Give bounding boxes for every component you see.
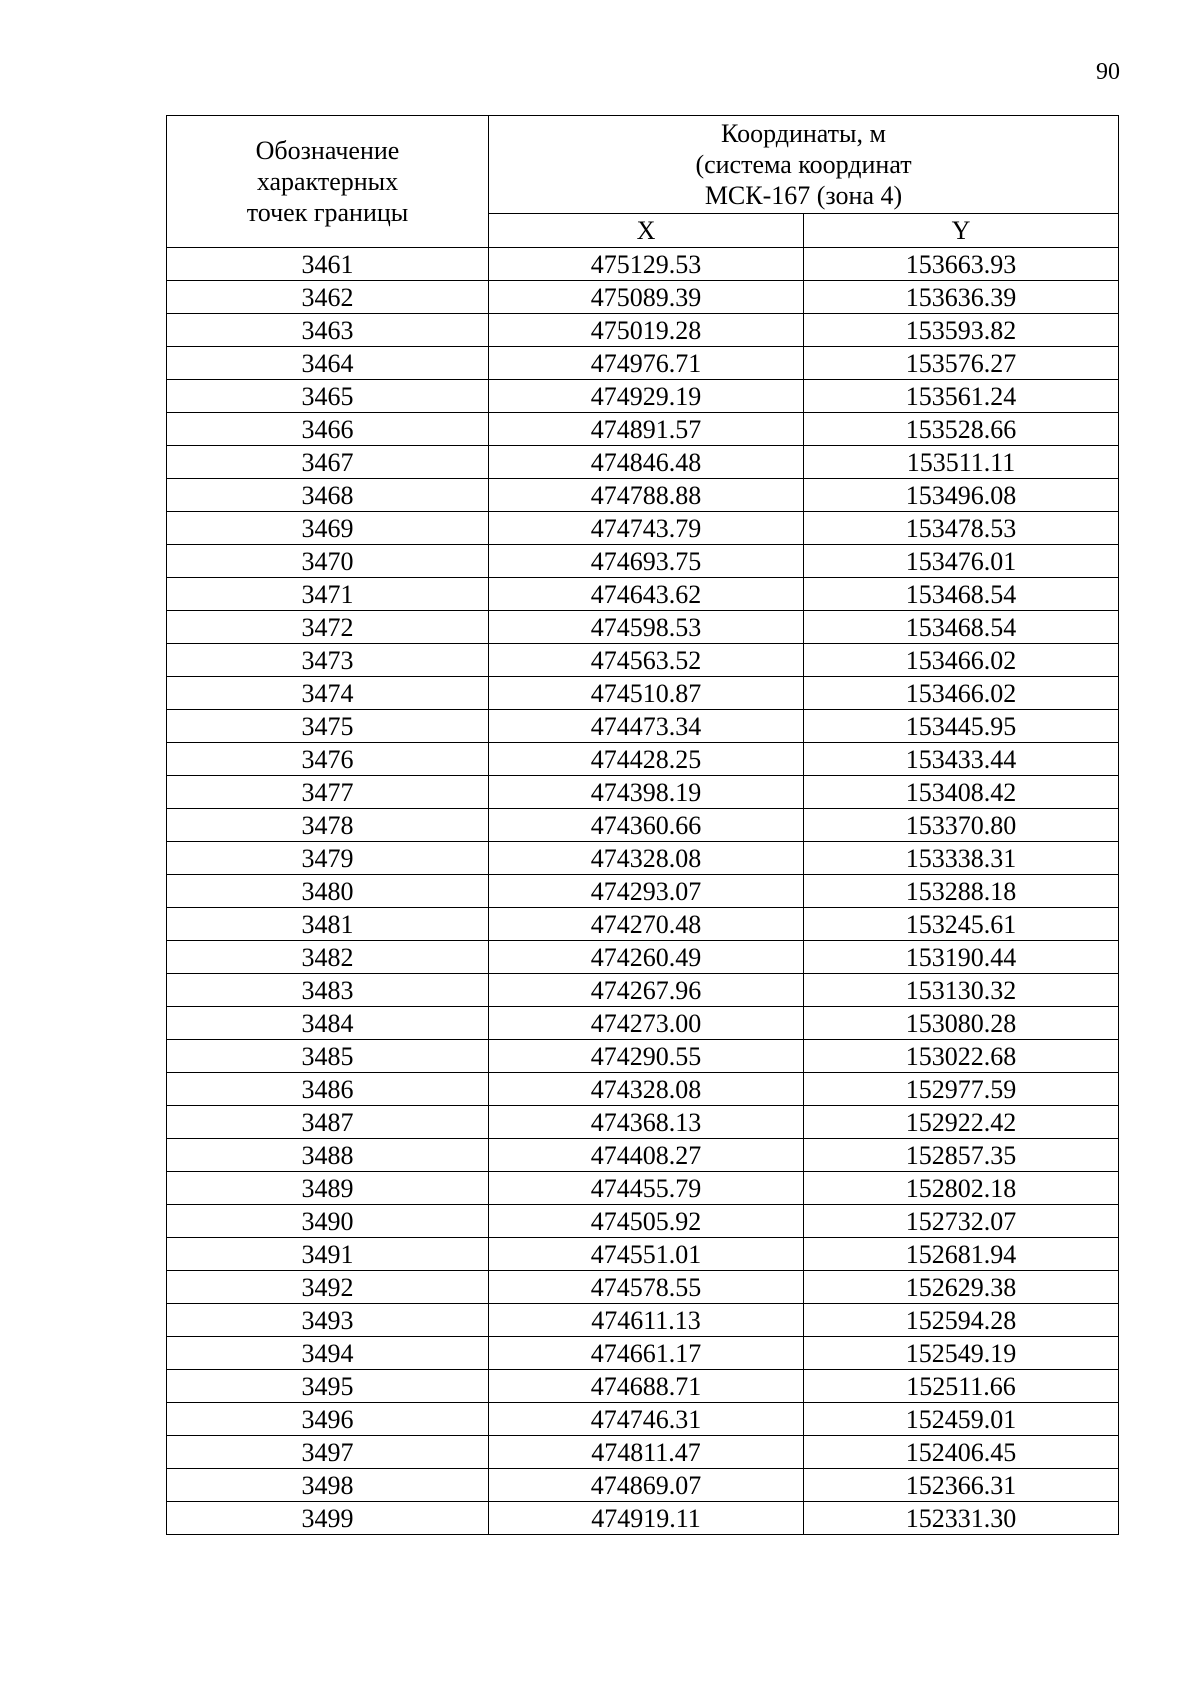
point-cell: 3478 xyxy=(167,809,489,842)
y-cell: 153466.02 xyxy=(804,644,1119,677)
y-cell: 153130.32 xyxy=(804,974,1119,1007)
point-cell: 3469 xyxy=(167,512,489,545)
table-row xyxy=(167,1337,1119,1370)
table-row xyxy=(167,974,1119,1007)
y-cell: 153496.08 xyxy=(804,479,1119,512)
y-cell: 152366.31 xyxy=(804,1469,1119,1502)
y-cell: 153468.54 xyxy=(804,611,1119,644)
point-header-line-3: точек границы xyxy=(246,198,409,227)
table-row xyxy=(167,347,1119,380)
y-cell: 152594.28 xyxy=(804,1304,1119,1337)
y-cell: 153478.53 xyxy=(804,512,1119,545)
y-cell: 153288.18 xyxy=(804,875,1119,908)
point-cell: 3462 xyxy=(167,281,489,314)
y-cell: 153245.61 xyxy=(804,908,1119,941)
point-cell: 3470 xyxy=(167,545,489,578)
y-cell: 153445.95 xyxy=(804,710,1119,743)
point-cell: 3495 xyxy=(167,1370,489,1403)
point-cell: 3486 xyxy=(167,1073,489,1106)
x-cell: 474267.96 xyxy=(489,974,804,1007)
point-cell: 3498 xyxy=(167,1469,489,1502)
x-column-header: X xyxy=(489,214,804,248)
table-row xyxy=(167,446,1119,479)
table-row xyxy=(167,1238,1119,1271)
x-cell: 474398.19 xyxy=(489,776,804,809)
point-header-line-1: Обозначение xyxy=(255,136,400,165)
point-cell: 3487 xyxy=(167,1106,489,1139)
y-cell: 152629.38 xyxy=(804,1271,1119,1304)
table-row xyxy=(167,578,1119,611)
table-row xyxy=(167,875,1119,908)
coords-header-line-1: Координаты, м xyxy=(721,119,886,148)
table-row xyxy=(167,512,1119,545)
point-cell: 3479 xyxy=(167,842,489,875)
point-cell: 3464 xyxy=(167,347,489,380)
y-cell: 152681.94 xyxy=(804,1238,1119,1271)
x-cell: 474746.31 xyxy=(489,1403,804,1436)
table-row xyxy=(167,1040,1119,1073)
point-cell: 3485 xyxy=(167,1040,489,1073)
y-cell: 152459.01 xyxy=(804,1403,1119,1436)
x-cell: 474693.75 xyxy=(489,545,804,578)
coordinates-column-header xyxy=(489,116,1119,214)
x-cell: 474688.71 xyxy=(489,1370,804,1403)
x-cell: 474551.01 xyxy=(489,1238,804,1271)
y-cell: 153636.39 xyxy=(804,281,1119,314)
x-cell: 474428.25 xyxy=(489,743,804,776)
x-cell: 474643.62 xyxy=(489,578,804,611)
x-cell: 474811.47 xyxy=(489,1436,804,1469)
table-row xyxy=(167,413,1119,446)
point-cell: 3475 xyxy=(167,710,489,743)
point-cell: 3499 xyxy=(167,1502,489,1535)
table-row xyxy=(167,1106,1119,1139)
point-cell: 3472 xyxy=(167,611,489,644)
table-header xyxy=(167,116,1119,248)
y-cell: 153433.44 xyxy=(804,743,1119,776)
y-cell: 153528.66 xyxy=(804,413,1119,446)
x-cell: 474869.07 xyxy=(489,1469,804,1502)
coordinates-table xyxy=(166,115,1119,1535)
table-row xyxy=(167,1172,1119,1205)
y-cell: 153576.27 xyxy=(804,347,1119,380)
point-cell: 3466 xyxy=(167,413,489,446)
x-cell: 475129.53 xyxy=(489,248,804,281)
table-row xyxy=(167,611,1119,644)
point-cell: 3488 xyxy=(167,1139,489,1172)
point-cell: 3494 xyxy=(167,1337,489,1370)
table-row xyxy=(167,809,1119,842)
point-cell: 3474 xyxy=(167,677,489,710)
point-cell: 3463 xyxy=(167,314,489,347)
point-cell: 3480 xyxy=(167,875,489,908)
x-cell: 474360.66 xyxy=(489,809,804,842)
table-row xyxy=(167,479,1119,512)
point-cell: 3483 xyxy=(167,974,489,1007)
x-cell: 474598.53 xyxy=(489,611,804,644)
x-cell: 474788.88 xyxy=(489,479,804,512)
table-row xyxy=(167,1271,1119,1304)
y-cell: 153338.31 xyxy=(804,842,1119,875)
point-cell: 3481 xyxy=(167,908,489,941)
y-cell: 153080.28 xyxy=(804,1007,1119,1040)
x-cell: 474611.13 xyxy=(489,1304,804,1337)
point-cell: 3467 xyxy=(167,446,489,479)
coords-header-line-3: МСК-167 (зона 4) xyxy=(704,181,903,210)
table-row xyxy=(167,380,1119,413)
y-cell: 152511.66 xyxy=(804,1370,1119,1403)
y-cell: 153593.82 xyxy=(804,314,1119,347)
table-row xyxy=(167,545,1119,578)
y-cell: 153511.11 xyxy=(804,446,1119,479)
y-cell: 152732.07 xyxy=(804,1205,1119,1238)
table-row xyxy=(167,1370,1119,1403)
x-cell: 474368.13 xyxy=(489,1106,804,1139)
x-cell: 474510.87 xyxy=(489,677,804,710)
x-cell: 474328.08 xyxy=(489,1073,804,1106)
y-cell: 153468.54 xyxy=(804,578,1119,611)
y-cell: 153022.68 xyxy=(804,1040,1119,1073)
table-row xyxy=(167,1403,1119,1436)
table-row xyxy=(167,776,1119,809)
x-cell: 474473.34 xyxy=(489,710,804,743)
point-cell: 3489 xyxy=(167,1172,489,1205)
x-cell: 474563.52 xyxy=(489,644,804,677)
y-cell: 152802.18 xyxy=(804,1172,1119,1205)
x-cell: 474846.48 xyxy=(489,446,804,479)
table-row xyxy=(167,1073,1119,1106)
y-cell: 152331.30 xyxy=(804,1502,1119,1535)
x-cell: 475019.28 xyxy=(489,314,804,347)
table-row xyxy=(167,1502,1119,1535)
table-row xyxy=(167,941,1119,974)
table-row xyxy=(167,1007,1119,1040)
table-row xyxy=(167,677,1119,710)
page-number: 90 xyxy=(1096,59,1120,85)
x-cell: 474505.92 xyxy=(489,1205,804,1238)
table-row xyxy=(167,644,1119,677)
x-cell: 474929.19 xyxy=(489,380,804,413)
x-cell: 474293.07 xyxy=(489,875,804,908)
x-cell: 474578.55 xyxy=(489,1271,804,1304)
x-cell: 474919.11 xyxy=(489,1502,804,1535)
point-cell: 3471 xyxy=(167,578,489,611)
table-row xyxy=(167,842,1119,875)
point-cell: 3476 xyxy=(167,743,489,776)
table-row xyxy=(167,248,1119,281)
table-row xyxy=(167,314,1119,347)
table-row xyxy=(167,1205,1119,1238)
table-row xyxy=(167,1304,1119,1337)
y-cell: 152406.45 xyxy=(804,1436,1119,1469)
y-cell: 153466.02 xyxy=(804,677,1119,710)
point-cell: 3484 xyxy=(167,1007,489,1040)
y-cell: 153190.44 xyxy=(804,941,1119,974)
table-body xyxy=(167,248,1119,1535)
point-cell: 3493 xyxy=(167,1304,489,1337)
point-cell: 3496 xyxy=(167,1403,489,1436)
y-column-header: Y xyxy=(804,214,1119,248)
y-cell: 152549.19 xyxy=(804,1337,1119,1370)
point-cell: 3492 xyxy=(167,1271,489,1304)
point-cell: 3477 xyxy=(167,776,489,809)
point-header-line-2: характерных xyxy=(256,167,399,196)
y-cell: 153476.01 xyxy=(804,545,1119,578)
x-cell: 474270.48 xyxy=(489,908,804,941)
y-cell: 153561.24 xyxy=(804,380,1119,413)
x-cell: 474661.17 xyxy=(489,1337,804,1370)
table-row xyxy=(167,908,1119,941)
x-cell: 474976.71 xyxy=(489,347,804,380)
x-cell: 474455.79 xyxy=(489,1172,804,1205)
y-cell: 153408.42 xyxy=(804,776,1119,809)
coords-header-line-2: (система координат xyxy=(695,150,912,179)
point-cell: 3491 xyxy=(167,1238,489,1271)
x-cell: 475089.39 xyxy=(489,281,804,314)
y-cell: 153663.93 xyxy=(804,248,1119,281)
header-row-top xyxy=(167,116,1119,214)
x-cell: 474328.08 xyxy=(489,842,804,875)
point-cell: 3490 xyxy=(167,1205,489,1238)
x-cell: 474891.57 xyxy=(489,413,804,446)
y-cell: 152922.42 xyxy=(804,1106,1119,1139)
point-cell: 3465 xyxy=(167,380,489,413)
table-row xyxy=(167,710,1119,743)
point-cell: 3473 xyxy=(167,644,489,677)
x-cell: 474743.79 xyxy=(489,512,804,545)
x-cell: 474260.49 xyxy=(489,941,804,974)
y-cell: 152857.35 xyxy=(804,1139,1119,1172)
x-cell: 474290.55 xyxy=(489,1040,804,1073)
table-row xyxy=(167,743,1119,776)
y-cell: 153370.80 xyxy=(804,809,1119,842)
table-row xyxy=(167,1469,1119,1502)
table-row xyxy=(167,281,1119,314)
x-cell: 474408.27 xyxy=(489,1139,804,1172)
point-column-header xyxy=(167,116,489,248)
table-row xyxy=(167,1436,1119,1469)
point-cell: 3468 xyxy=(167,479,489,512)
y-cell: 152977.59 xyxy=(804,1073,1119,1106)
point-cell: 3482 xyxy=(167,941,489,974)
table-row xyxy=(167,1139,1119,1172)
point-cell: 3461 xyxy=(167,248,489,281)
point-cell: 3497 xyxy=(167,1436,489,1469)
x-cell: 474273.00 xyxy=(489,1007,804,1040)
